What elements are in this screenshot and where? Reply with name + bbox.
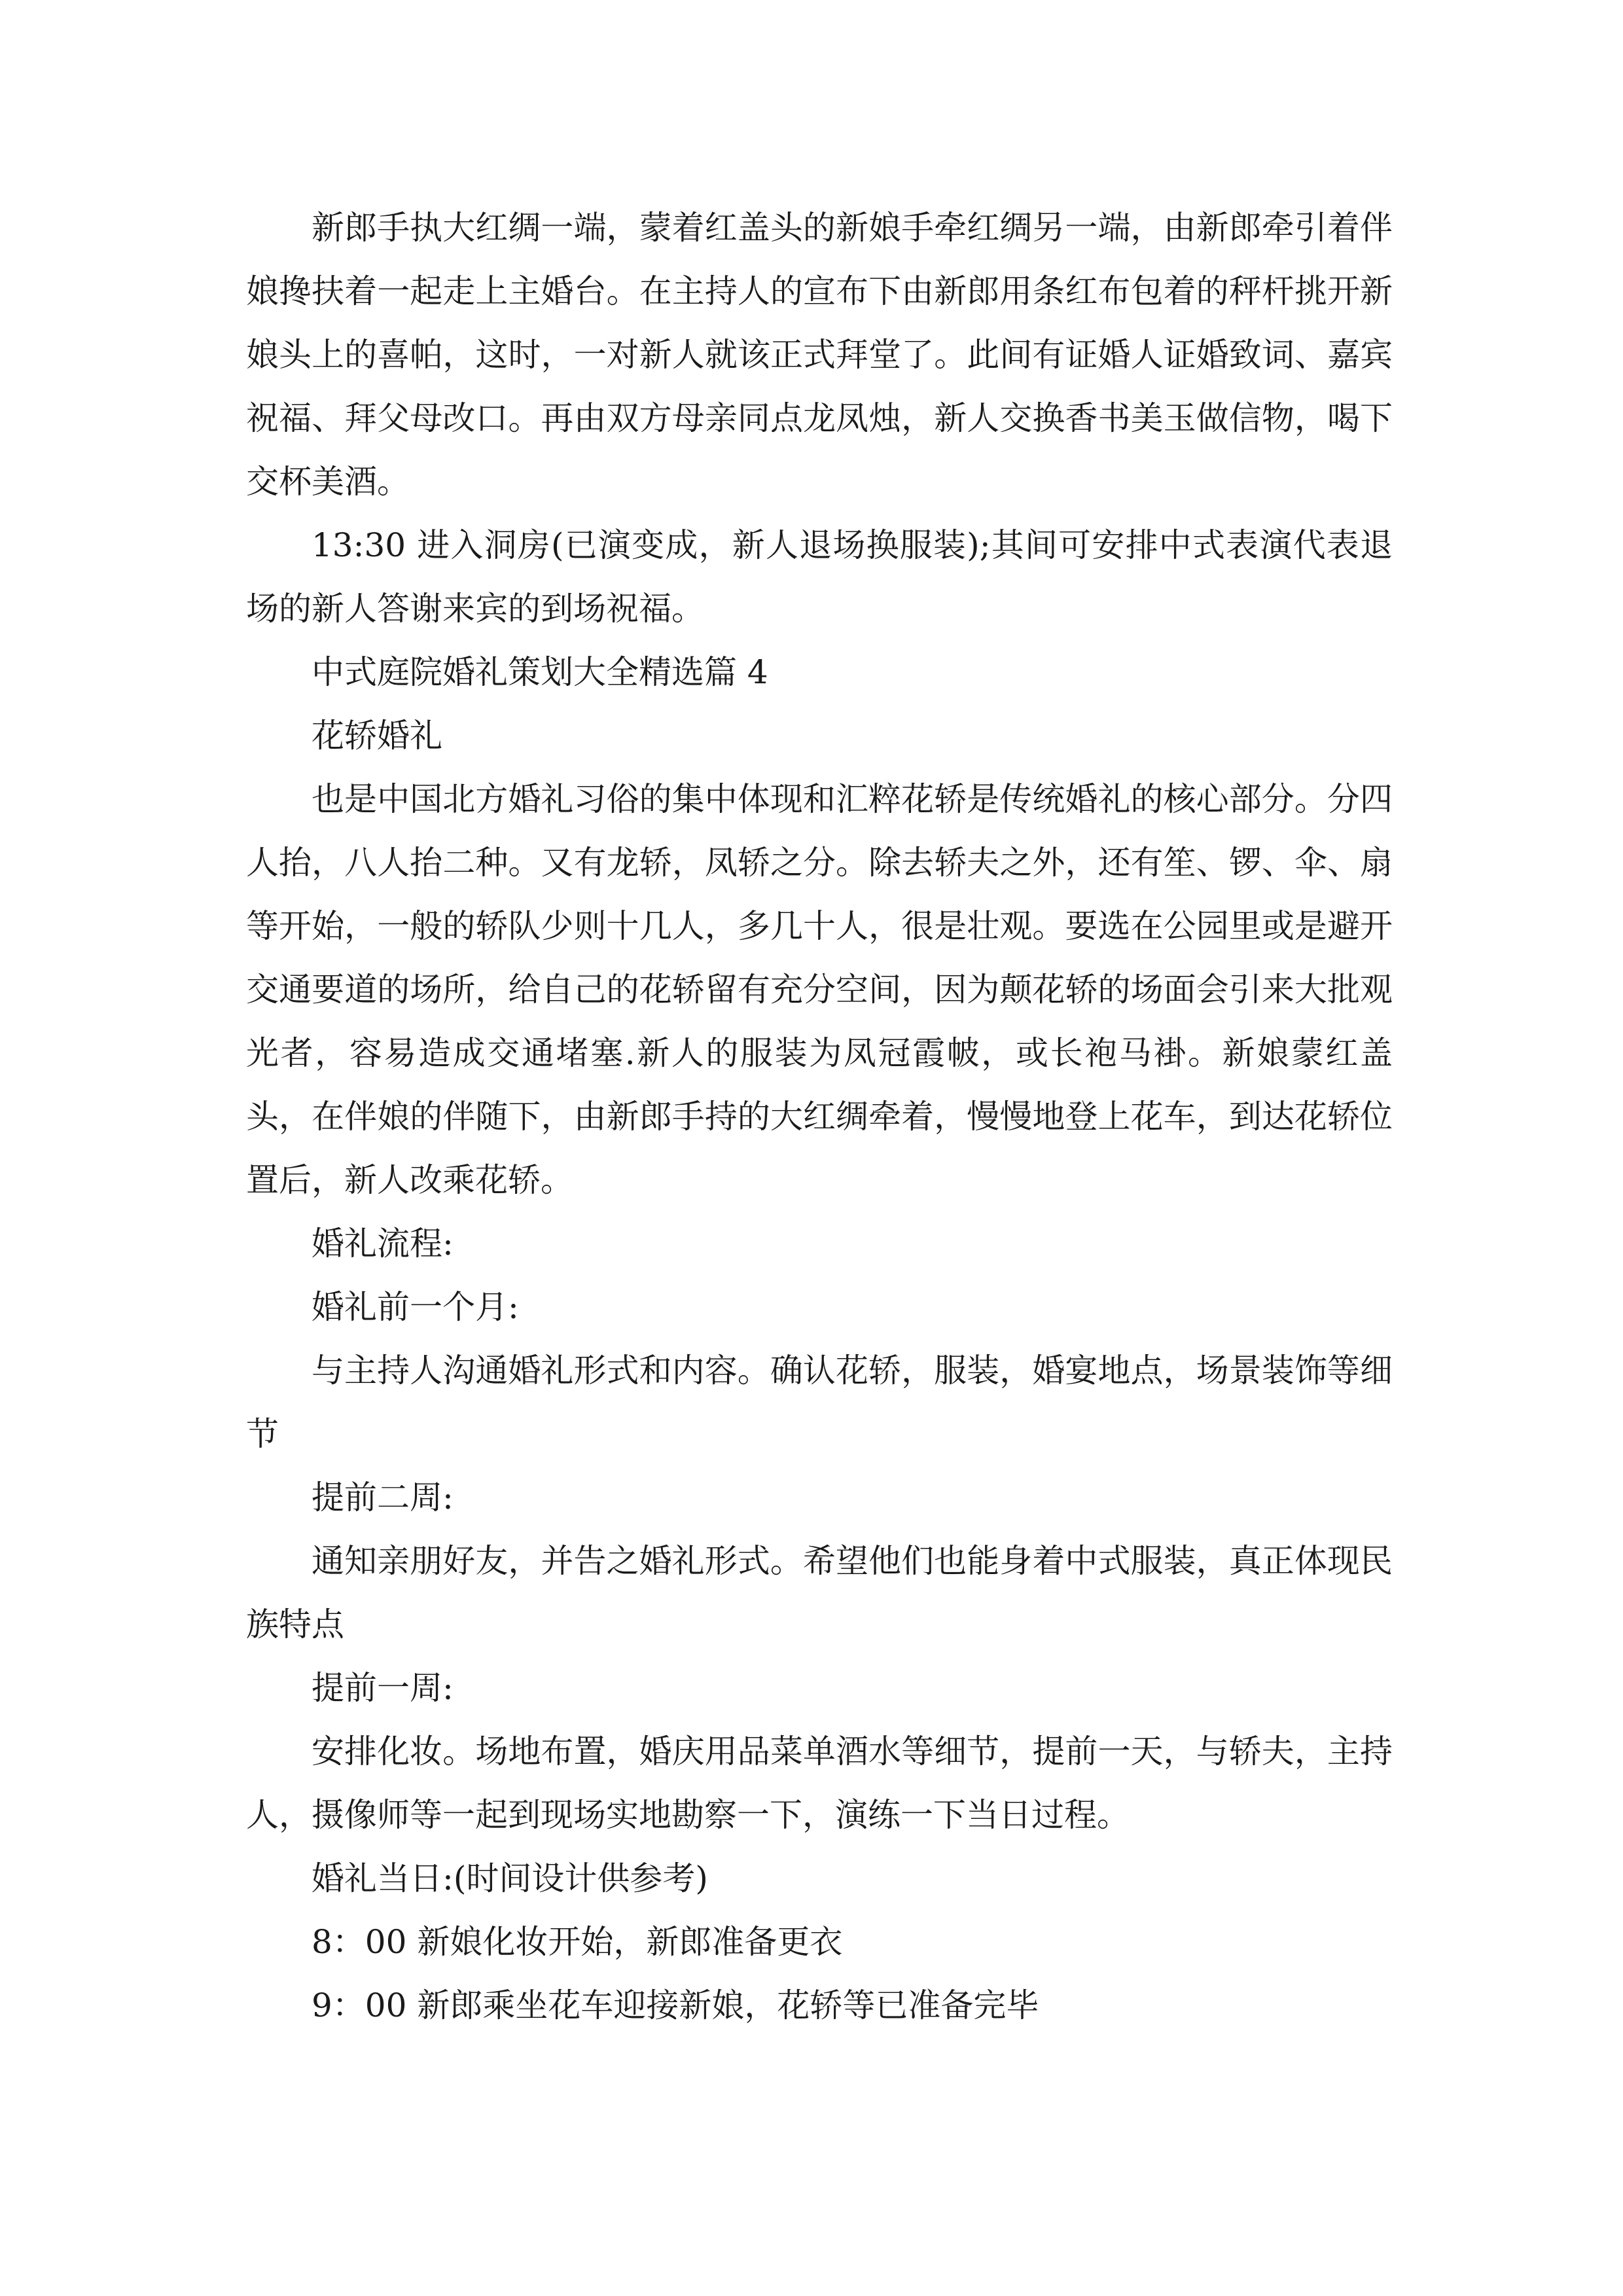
paragraph-sedan-chair: 也是中国北方婚礼习俗的集中体现和汇粹花轿是传统婚礼的核心部分。分四人抬，八人抬二种。又有龙轿，凤轿之分。除去轿夫之外，还有笙、锣、伞、扇等开始，一般的轿队少则十几人，多几十人，很是壮观。要选在公园里或是避开交通要道的场所，给自己的花轿留有充分空间，因为颠花轿的场面会引来大批观光者，容易造成交通堵塞.新人的服装为凤冠霞帔，或长袍马褂。新娘蒙红盖头，在伴娘的伴随下，由新郎手持的大红绸牵着，慢慢地登上花车，到达花轿位置后，新人改乘花轿。 xyxy=(246,780,1393,1199)
paragraph-bridal-chamber: 13:30 进入洞房(已演变成，新人退场换服装);其间可安排中式表演代表退场的新人答谢来宾的到场祝福。 xyxy=(246,526,1393,628)
label-one-week-before: 提前一周: xyxy=(312,1669,454,1707)
paragraph-two-weeks-before: 通知亲朋好友，并告之婚礼形式。希望他们也能身着中式服装，真正体现民族特点 xyxy=(246,1542,1393,1643)
schedule-item: 9：00 新郎乘坐花车迎接新娘，花轿等已准备完毕 xyxy=(312,1986,1039,2024)
paragraph-one-week-before: 安排化妆。场地布置，婚庆用品菜单酒水等细节，提前一天，与轿夫，主持人，摄像师等一起到现场实地勘察一下，演练一下当日过程。 xyxy=(246,1732,1393,1834)
section-heading: 中式庭院婚礼策划大全精选篇 4 xyxy=(312,653,768,691)
subsection-title: 花轿婚礼 xyxy=(312,717,442,755)
paragraph-ceremony: 新郎手执大红绸一端，蒙着红盖头的新娘手牵红绸另一端，由新郎牵引着伴娘搀扶着一起走上主婚台。在主持人的宣布下由新郎用条红布包着的秤杆挑开新娘头上的喜帕，这时，一对新人就该正式拜堂了。此间有证婚人证婚致词、嘉宾祝福、拜父母改口。再由双方母亲同点龙凤烛，新人交换香书美玉做信物，喝下交杯美酒。 xyxy=(246,209,1393,501)
label-two-weeks-before: 提前二周: xyxy=(312,1479,454,1516)
document-body xyxy=(246,196,1393,2037)
paragraph-one-month-before: 与主持人沟通婚礼形式和内容。确认花轿，服装，婚宴地点，场景装饰等细节 xyxy=(246,1352,1393,1453)
label-wedding-day: 婚礼当日:(时间设计供参考) xyxy=(312,1859,708,1897)
label-one-month-before: 婚礼前一个月: xyxy=(312,1288,519,1326)
label-wedding-process: 婚礼流程: xyxy=(312,1225,454,1263)
schedule-item: 8：00 新娘化妆开始，新郎准备更衣 xyxy=(312,1923,843,1961)
